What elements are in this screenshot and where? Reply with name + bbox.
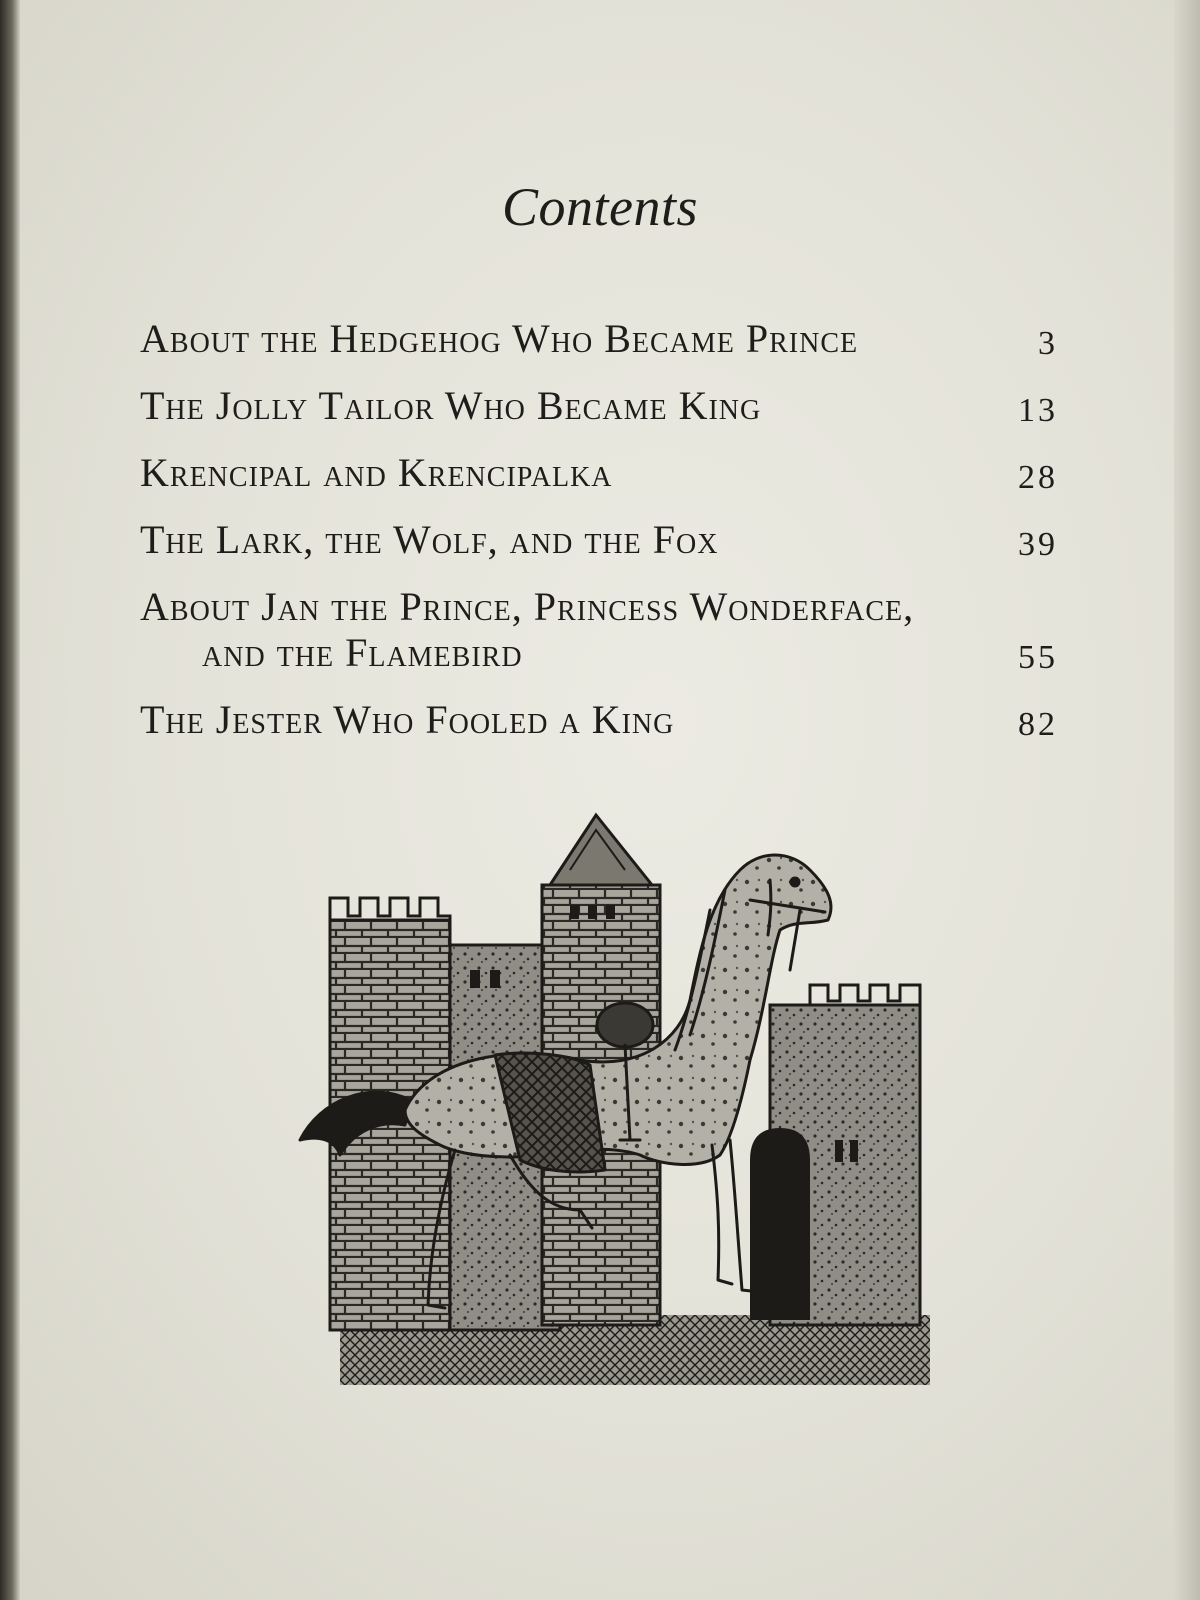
toc-entry-page: 3	[1038, 325, 1058, 362]
table-of-contents	[140, 316, 1058, 764]
toc-entry[interactable]	[140, 316, 1058, 383]
page-edge	[1174, 0, 1200, 1600]
book-gutter	[0, 0, 20, 1600]
saddle	[597, 1003, 653, 1047]
toc-entry[interactable]	[140, 517, 1058, 584]
toc-entry[interactable]	[140, 383, 1058, 450]
toc-entry[interactable]	[140, 584, 1058, 697]
toc-entry-title-line2: and the Flamebird	[202, 630, 523, 675]
toc-entry-page: 82	[1018, 706, 1058, 743]
toc-entry-title	[140, 584, 914, 676]
toc-entry[interactable]	[140, 450, 1058, 517]
page-title: Contents	[501, 177, 698, 237]
horse-eye	[791, 878, 799, 886]
toc-entry-title-line1: About Jan the Prince, Princess Wonderface,	[140, 584, 915, 629]
toc-entry-title: About the Hedgehog Who Became Prince	[140, 316, 859, 361]
toc-entry-page: 13	[1018, 392, 1058, 429]
toc-entry-page: 55	[1018, 639, 1058, 676]
toc-entry-title: Krencipal and Krencipalka	[140, 450, 613, 495]
toc-entry-page: 28	[1018, 459, 1058, 496]
toc-entry[interactable]	[140, 697, 1058, 764]
toc-entry-title: The Jester Who Fooled a King	[140, 697, 675, 742]
castle-and-horse-illustration	[280, 810, 960, 1420]
toc-entry-title: The Jolly Tailor Who Became King	[140, 383, 762, 428]
right-tower	[750, 985, 920, 1325]
toc-entry-title: The Lark, the Wolf, and the Fox	[140, 517, 719, 562]
toc-entry-page: 39	[1018, 526, 1058, 563]
